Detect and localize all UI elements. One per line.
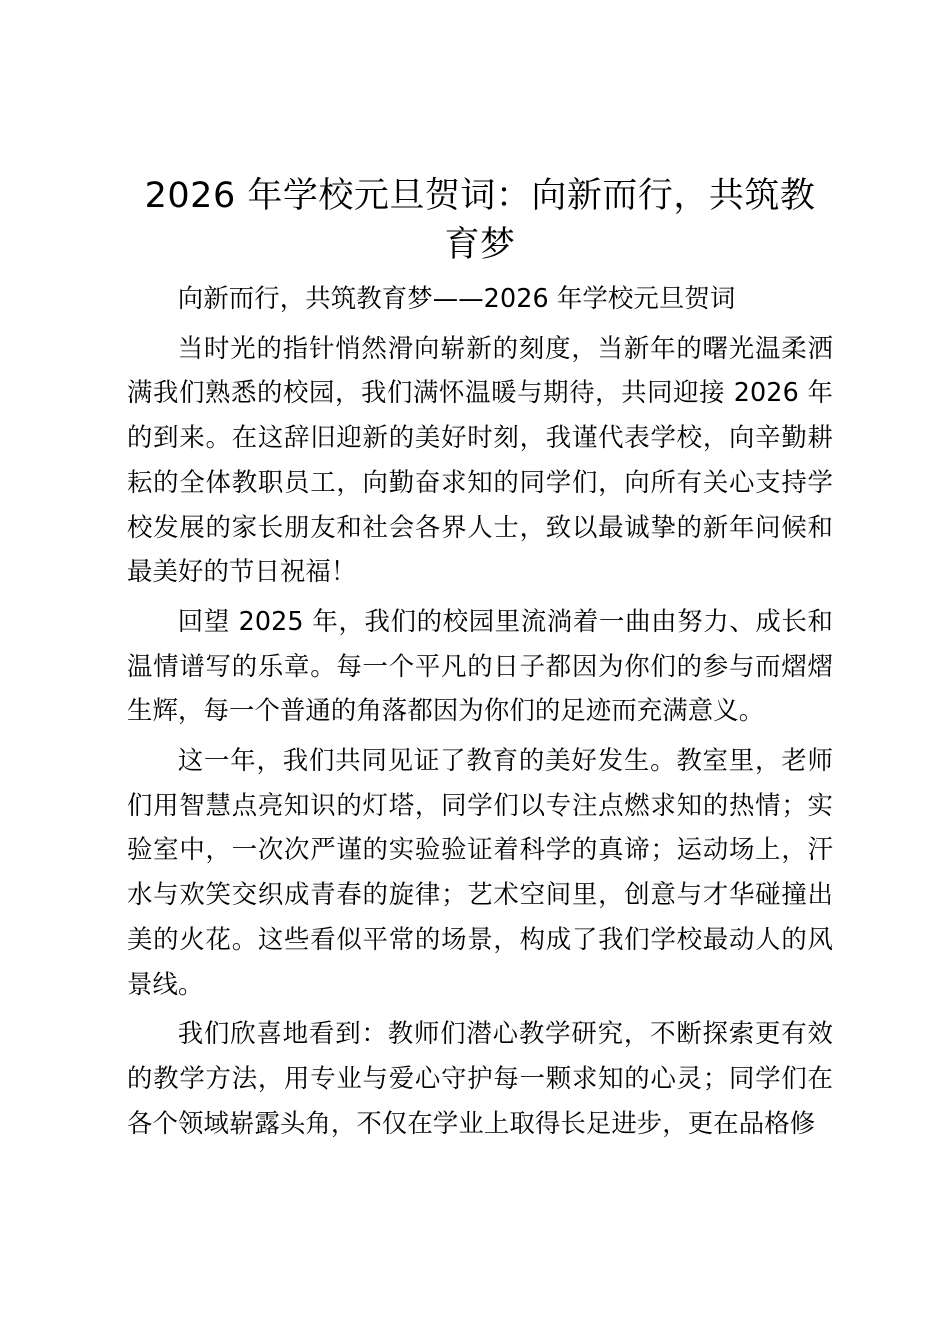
paragraph-review-2025: 回望 2025 年，我们的校园里流淌着一曲由努力、成长和温情谱写的乐章。每一个平凡的日子都因为你们的参与而熠熠生辉，每一个普通的角落都因为你们的足迹而充满意义。 <box>127 605 833 726</box>
paragraph-opening-greeting: 当时光的指针悄然滑向崭新的刻度，当新年的曙光温柔洒满我们熟悉的校园，我们满怀温暖与期待，共同迎接 2026 年的到来。在这辞旧迎新的美好时刻，我谨代表学校，向辛勤耕耘的全体教职员工，向勤奋求知的同学们，向所有关心支持学校发展的家长朋友和社会各界人士，致以最诚挚的新年问候和最美好的节日祝福！ <box>127 332 833 587</box>
paragraph-achievements: 我们欣喜地看到：教师们潜心教学研究，不断探索更有效的教学方法，用专业与爱心守护每一颗求知的心灵；同学们在各个领域崭露头角，不仅在学业上取得长足进步，更在品格修 <box>127 1018 833 1138</box>
paragraph-education-moments: 这一年，我们共同见证了教育的美好发生。教室里，老师们用智慧点亮知识的灯塔，同学们以专注点燃求知的热情；实验室中，一次次严谨的实验验证着科学的真谛；运动场上，汗水与欢笑交织成青春的旋律；艺术空间里，创意与才华碰撞出美的火花。这些看似平常的场景，构成了我们学校最动人的风景线。 <box>127 745 833 999</box>
document-body <box>127 172 833 1145</box>
document-subtitle-paragraph: 向新而行，共筑教育梦——2026 年学校元旦贺词 <box>177 283 736 313</box>
document-title: 2026 年学校元旦贺词：向新而行，共筑教育梦 <box>144 176 816 265</box>
